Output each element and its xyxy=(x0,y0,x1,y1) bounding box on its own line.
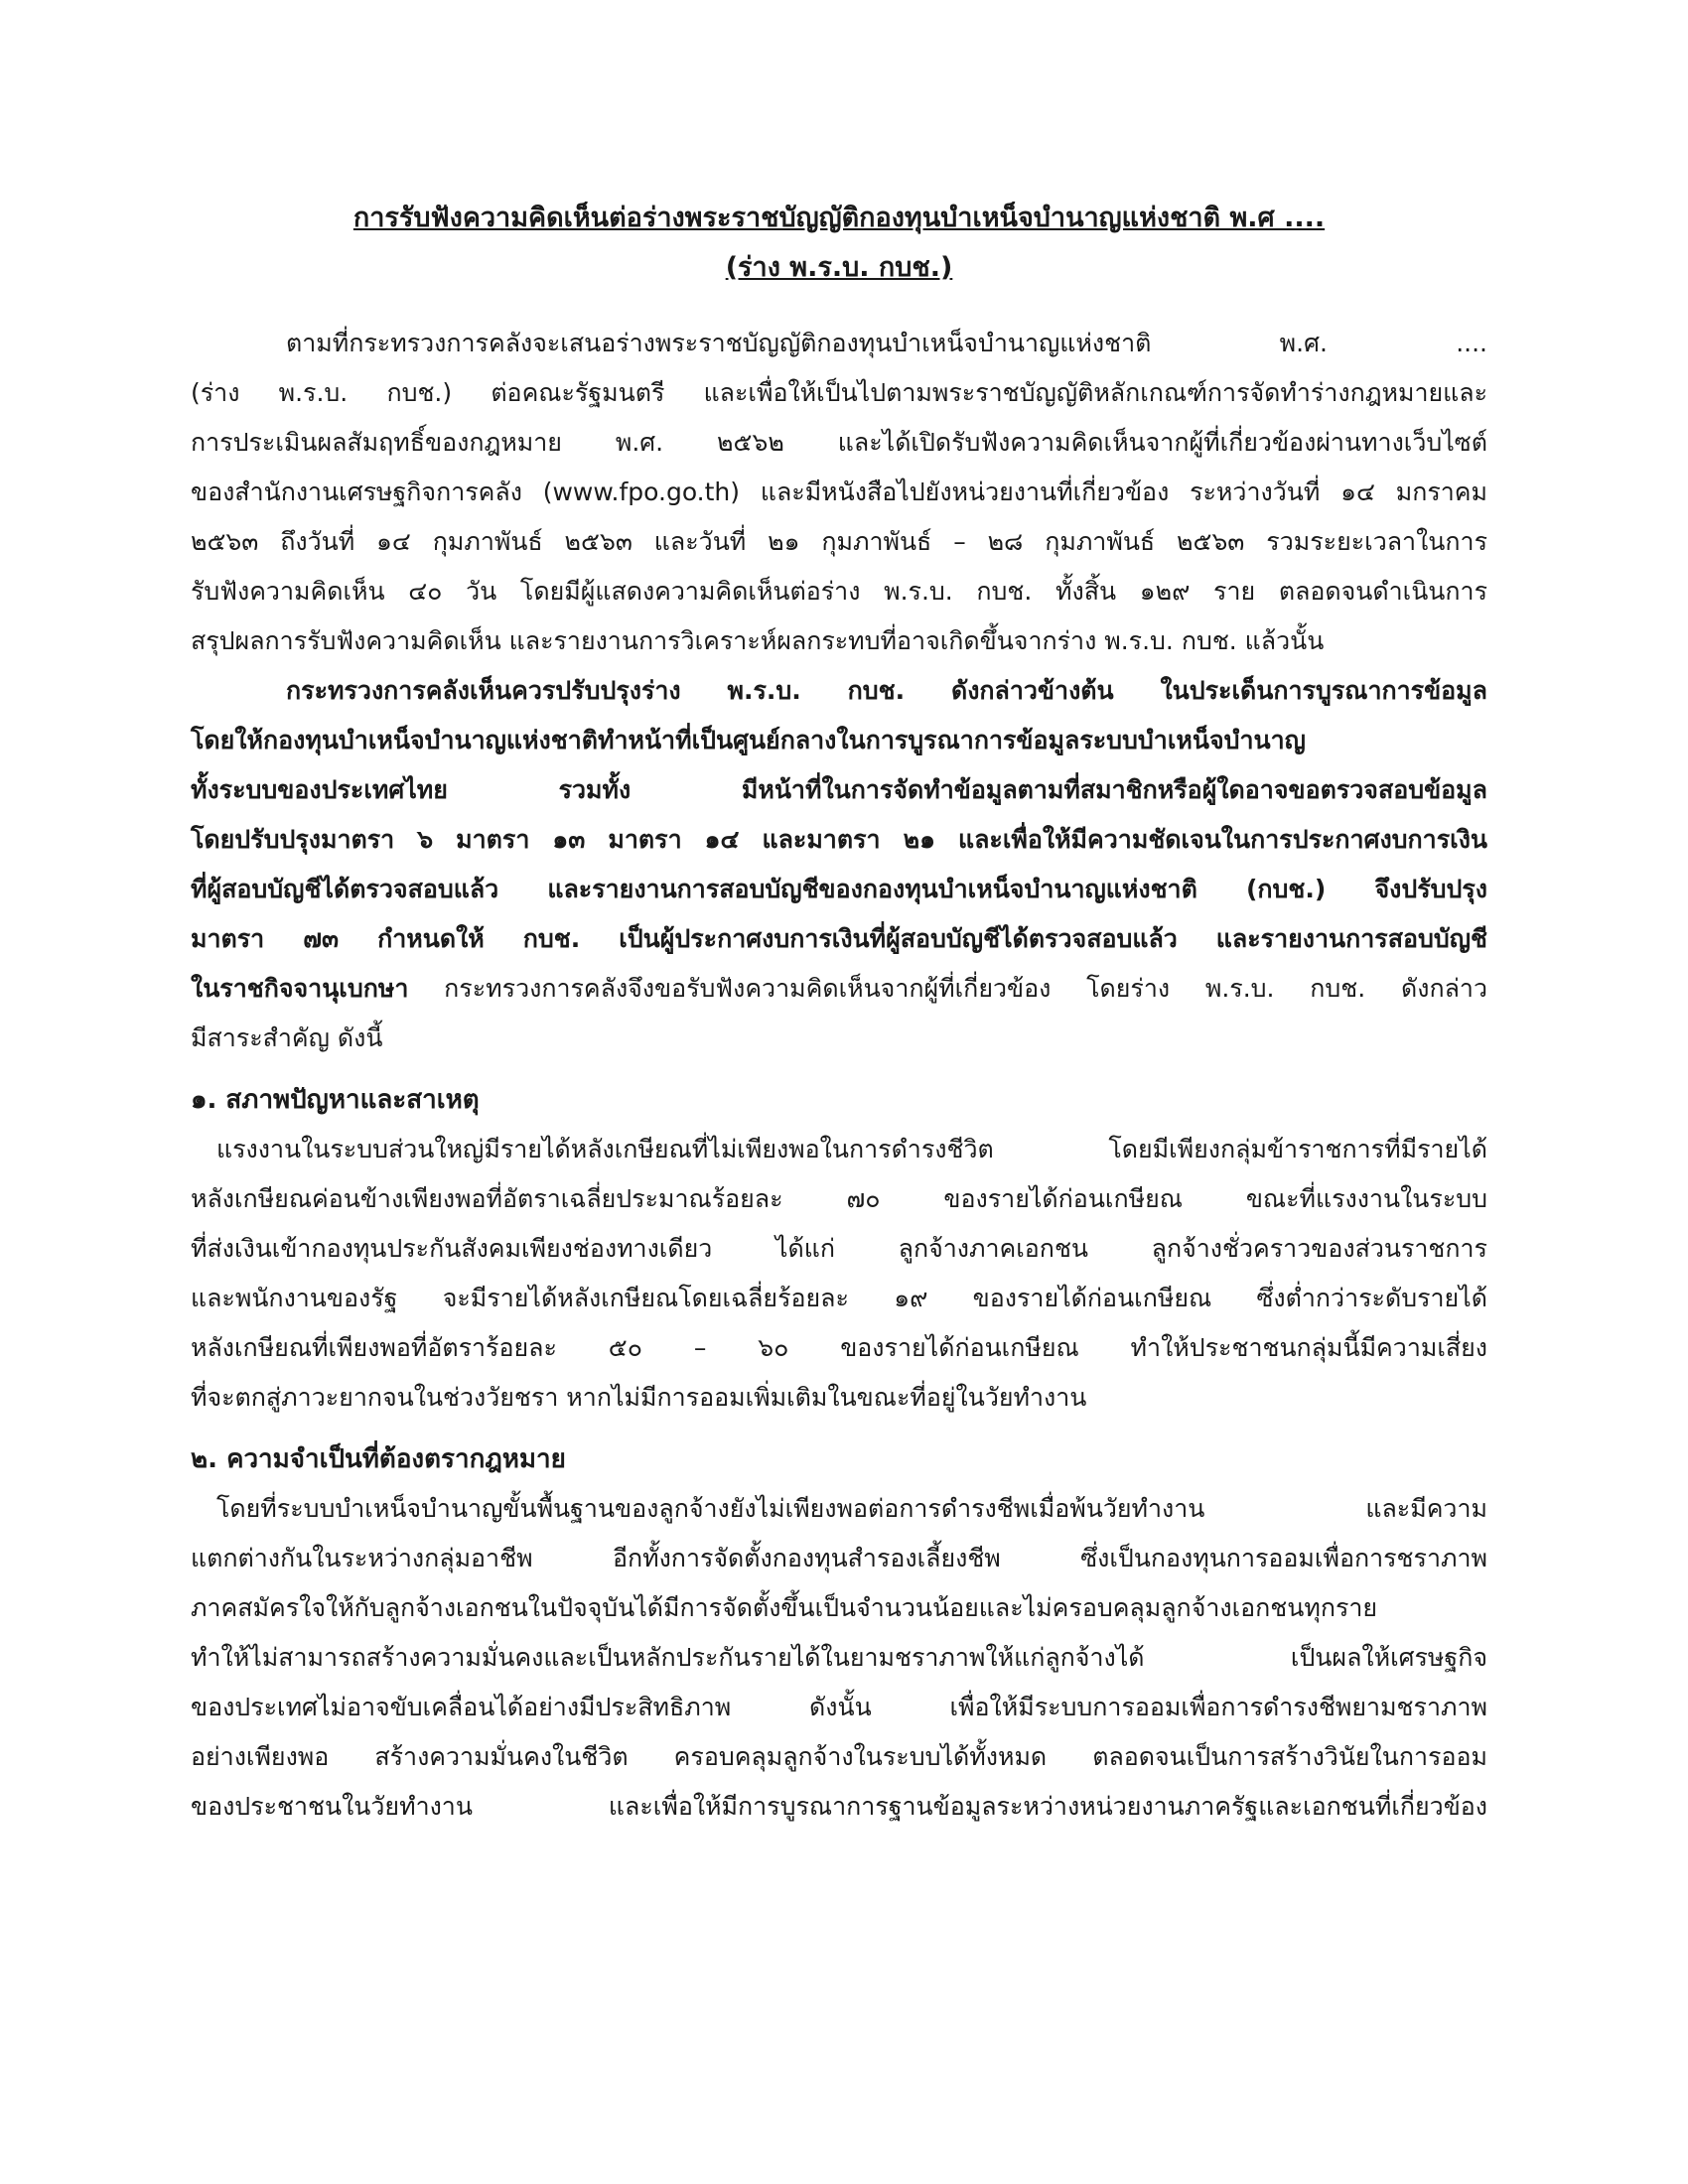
section2-line: แตกต่างกันในระหว่างกลุ่มอาชีพ อีกทั้งการจัดตั้งกองทุนสำรองเลี้ยงชีพ ซึ่งเป็นกองทุนการออมเพื่อการชราภาพ xyxy=(191,1544,1487,1572)
amendment-line: โดยปรับปรุงมาตรา ๖ มาตรา ๑๓ มาตรา ๑๔ และมาตรา ๒๑ และเพื่อให้มีความชัดเจนในการประกาศงบการเงิน xyxy=(191,825,1487,854)
document-title-line1: การรับฟังความคิดเห็นต่อร่างพระราชบัญญัติกองทุนบำเหน็จบำนาญแห่งชาติ พ.ศ .... xyxy=(352,203,1326,233)
amendment-line: มาตรา ๗๓ กำหนดให้ กบช. เป็นผู้ประกาศงบการเงินที่ผู้สอบบัญชีได้ตรวจสอบแล้ว และรายงานการสอบบัญชี xyxy=(191,924,1487,953)
intro-line: การประเมินผลสัมฤทธิ์ของกฎหมาย พ.ศ. ๒๕๖๒ และได้เปิดรับฟังความคิดเห็นจากผู้ที่เกี่ยวข้องผ่านทางเว็บไซต์ xyxy=(191,428,1487,457)
section2-line: โดยที่ระบบบำเหน็จบำนาญขั้นพื้นฐานของลูกจ้างยังไม่เพียงพอต่อการดำรงชีพเมื่อพ้นวัยทำงาน และมีความ xyxy=(216,1494,1487,1523)
intro-line: สรุปผลการรับฟังความคิดเห็น และรายงานการวิเคราะห์ผลกระทบที่อาจเกิดขึ้นจากร่าง พ.ร.บ. กบช. แล้วนั้น xyxy=(191,626,1325,655)
section2-paragraph xyxy=(191,1484,1487,1832)
amendment-tail-line: มีสาระสำคัญ ดังนี้ xyxy=(191,1024,383,1052)
intro-line: (ร่าง พ.ร.บ. กบช.) ต่อคณะรัฐมนตรี และเพื่อให้เป็นไปตามพระราชบัญญัติหลักเกณฑ์การจัดทำร่างกฎหมายและ xyxy=(191,378,1487,407)
section2-line: ภาคสมัครใจให้กับลูกจ้างเอกชนในปัจจุบันได้มีการจัดตั้งขึ้นเป็นจำนวนน้อยและไม่ครอบคลุมลูกจ้างเอกชนทุกราย xyxy=(191,1593,1378,1622)
amendment-paragraph-end xyxy=(191,964,1487,1063)
section2-line: อย่างเพียงพอ สร้างความมั่นคงในชีวิต ครอบคลุมลูกจ้างในระบบได้ทั้งหมด ตลอดจนเป็นการสร้างวินัยในการออม xyxy=(191,1742,1487,1771)
document-title-line2: (ร่าง พ.ร.บ. กบช.) xyxy=(725,252,953,283)
section2-heading: ๒. ความจำเป็นที่ต้องตรากฎหมาย xyxy=(191,1444,566,1474)
amendment-line-tail: กระทรวงการคลังจึงขอรับฟังความคิดเห็นจากผู้ที่เกี่ยวข้อง โดยร่าง พ.ร.บ. กบช. ดังกล่าว xyxy=(408,974,1487,1003)
amendment-line: โดยให้กองทุนบำเหน็จบำนาญแห่งชาติทำหน้าที่เป็นศูนย์กลางในการบูรณาการข้อมูลระบบบำเหน็จบำนาญ xyxy=(191,726,1306,754)
section2-line: ของประเทศไม่อาจขับเคลื่อนได้อย่างมีประสิทธิภาพ ดังนั้น เพื่อให้มีระบบการออมเพื่อการดำรงชีพยามชราภาพ xyxy=(191,1693,1487,1721)
section2-line: ของประชาชนในวัยทำงาน และเพื่อให้มีการบูรณาการฐานข้อมูลระหว่างหน่วยงานภาครัฐและเอกชนที่เกี่ยวข้อง xyxy=(191,1792,1487,1821)
section1-line: หลังเกษียณที่เพียงพอที่อัตราร้อยละ ๕๐ – ๖๐ ของรายได้ก่อนเกษียณ ทำให้ประชาชนกลุ่มนี้มีความเสี่ยง xyxy=(191,1333,1487,1362)
section2-line: ทำให้ไม่สามารถสร้างความมั่นคงและเป็นหลักประกันรายได้ในยามชราภาพให้แก่ลูกจ้างได้ เป็นผลให้เศรษฐกิจ xyxy=(191,1643,1487,1672)
amendment-line: ที่ผู้สอบบัญชีได้ตรวจสอบแล้ว และรายงานการสอบบัญชีของกองทุนบำเหน็จบำนาญแห่งชาติ (กบช.) จึงปรับปรุง xyxy=(191,875,1487,903)
intro-line: ของสำนักงานเศรษฐกิจการคลัง (www.fpo.go.th) และมีหนังสือไปยังหน่วยงานที่เกี่ยวข้อง ระหว่างวันที่ ๑๔ มกราคม xyxy=(191,478,1487,506)
section1-heading: ๑. สภาพปัญหาและสาเหตุ xyxy=(191,1085,480,1115)
section1-line: หลังเกษียณค่อนข้างเพียงพอที่อัตราเฉลี่ยประมาณร้อยละ ๗๐ ของรายได้ก่อนเกษียณ ขณะที่แรงงานในระบบ xyxy=(191,1184,1487,1213)
section1-line: แรงงานในระบบส่วนใหญ่มีรายได้หลังเกษียณที่ไม่เพียงพอในการดำรงชีวิต โดยมีเพียงกลุ่มข้าราชการที่มีรายได้ xyxy=(216,1135,1487,1163)
section1-line: ที่จะตกสู่ภาวะยากจนในช่วงวัยชรา หากไม่มีการออมเพิ่มเติมในขณะที่อยู่ในวัยทำงาน xyxy=(191,1383,1087,1412)
intro-line: ๒๕๖๓ ถึงวันที่ ๑๔ กุมภาพันธ์ ๒๕๖๓ และวันที่ ๒๑ กุมภาพันธ์ – ๒๘ กุมภาพันธ์ ๒๕๖๓ รวมระยะเวลาในการ xyxy=(191,527,1487,556)
amendment-paragraph xyxy=(191,666,1487,964)
intro-line: ตามที่กระทรวงการคลังจะเสนอร่างพระราชบัญญัติกองทุนบำเหน็จบำนาญแห่งชาติ พ.ศ. .... xyxy=(286,329,1487,357)
intro-line: รับฟังความคิดเห็น ๔๐ วัน โดยมีผู้แสดงความคิดเห็นต่อร่าง พ.ร.บ. กบช. ทั้งสิ้น ๑๒๙ ราย ตลอดจนดำเนินการ xyxy=(191,577,1487,606)
amendment-mixed-line xyxy=(191,964,1487,1014)
document-page xyxy=(191,194,1487,1832)
amendment-line: ทั้งระบบของประเทศไทย รวมทั้ง มีหน้าที่ในการจัดทำข้อมูลตามที่สมาชิกหรือผู้ใดอาจขอตรวจสอบข้อมูล xyxy=(191,775,1487,804)
section1-line: และพนักงานของรัฐ จะมีรายได้หลังเกษียณโดยเฉลี่ยร้อยละ ๑๙ ของรายได้ก่อนเกษียณ ซึ่งต่ำกว่าระดับรายได้ xyxy=(191,1284,1487,1312)
intro-paragraph xyxy=(191,319,1487,666)
section1-paragraph xyxy=(191,1125,1487,1423)
amendment-line: กระทรวงการคลังเห็นควรปรับปรุงร่าง พ.ร.บ. กบช. ดังกล่าวข้างต้น ในประเด็นการบูรณาการข้อมูล xyxy=(286,676,1487,705)
section1-line: ที่ส่งเงินเข้ากองทุนประกันสังคมเพียงช่องทางเดียว ได้แก่ ลูกจ้างภาคเอกชน ลูกจ้างชั่วคราวของส่วนราชการ xyxy=(191,1234,1487,1263)
royal-gazette-text: ในราชกิจจานุเบกษา xyxy=(191,974,409,1003)
